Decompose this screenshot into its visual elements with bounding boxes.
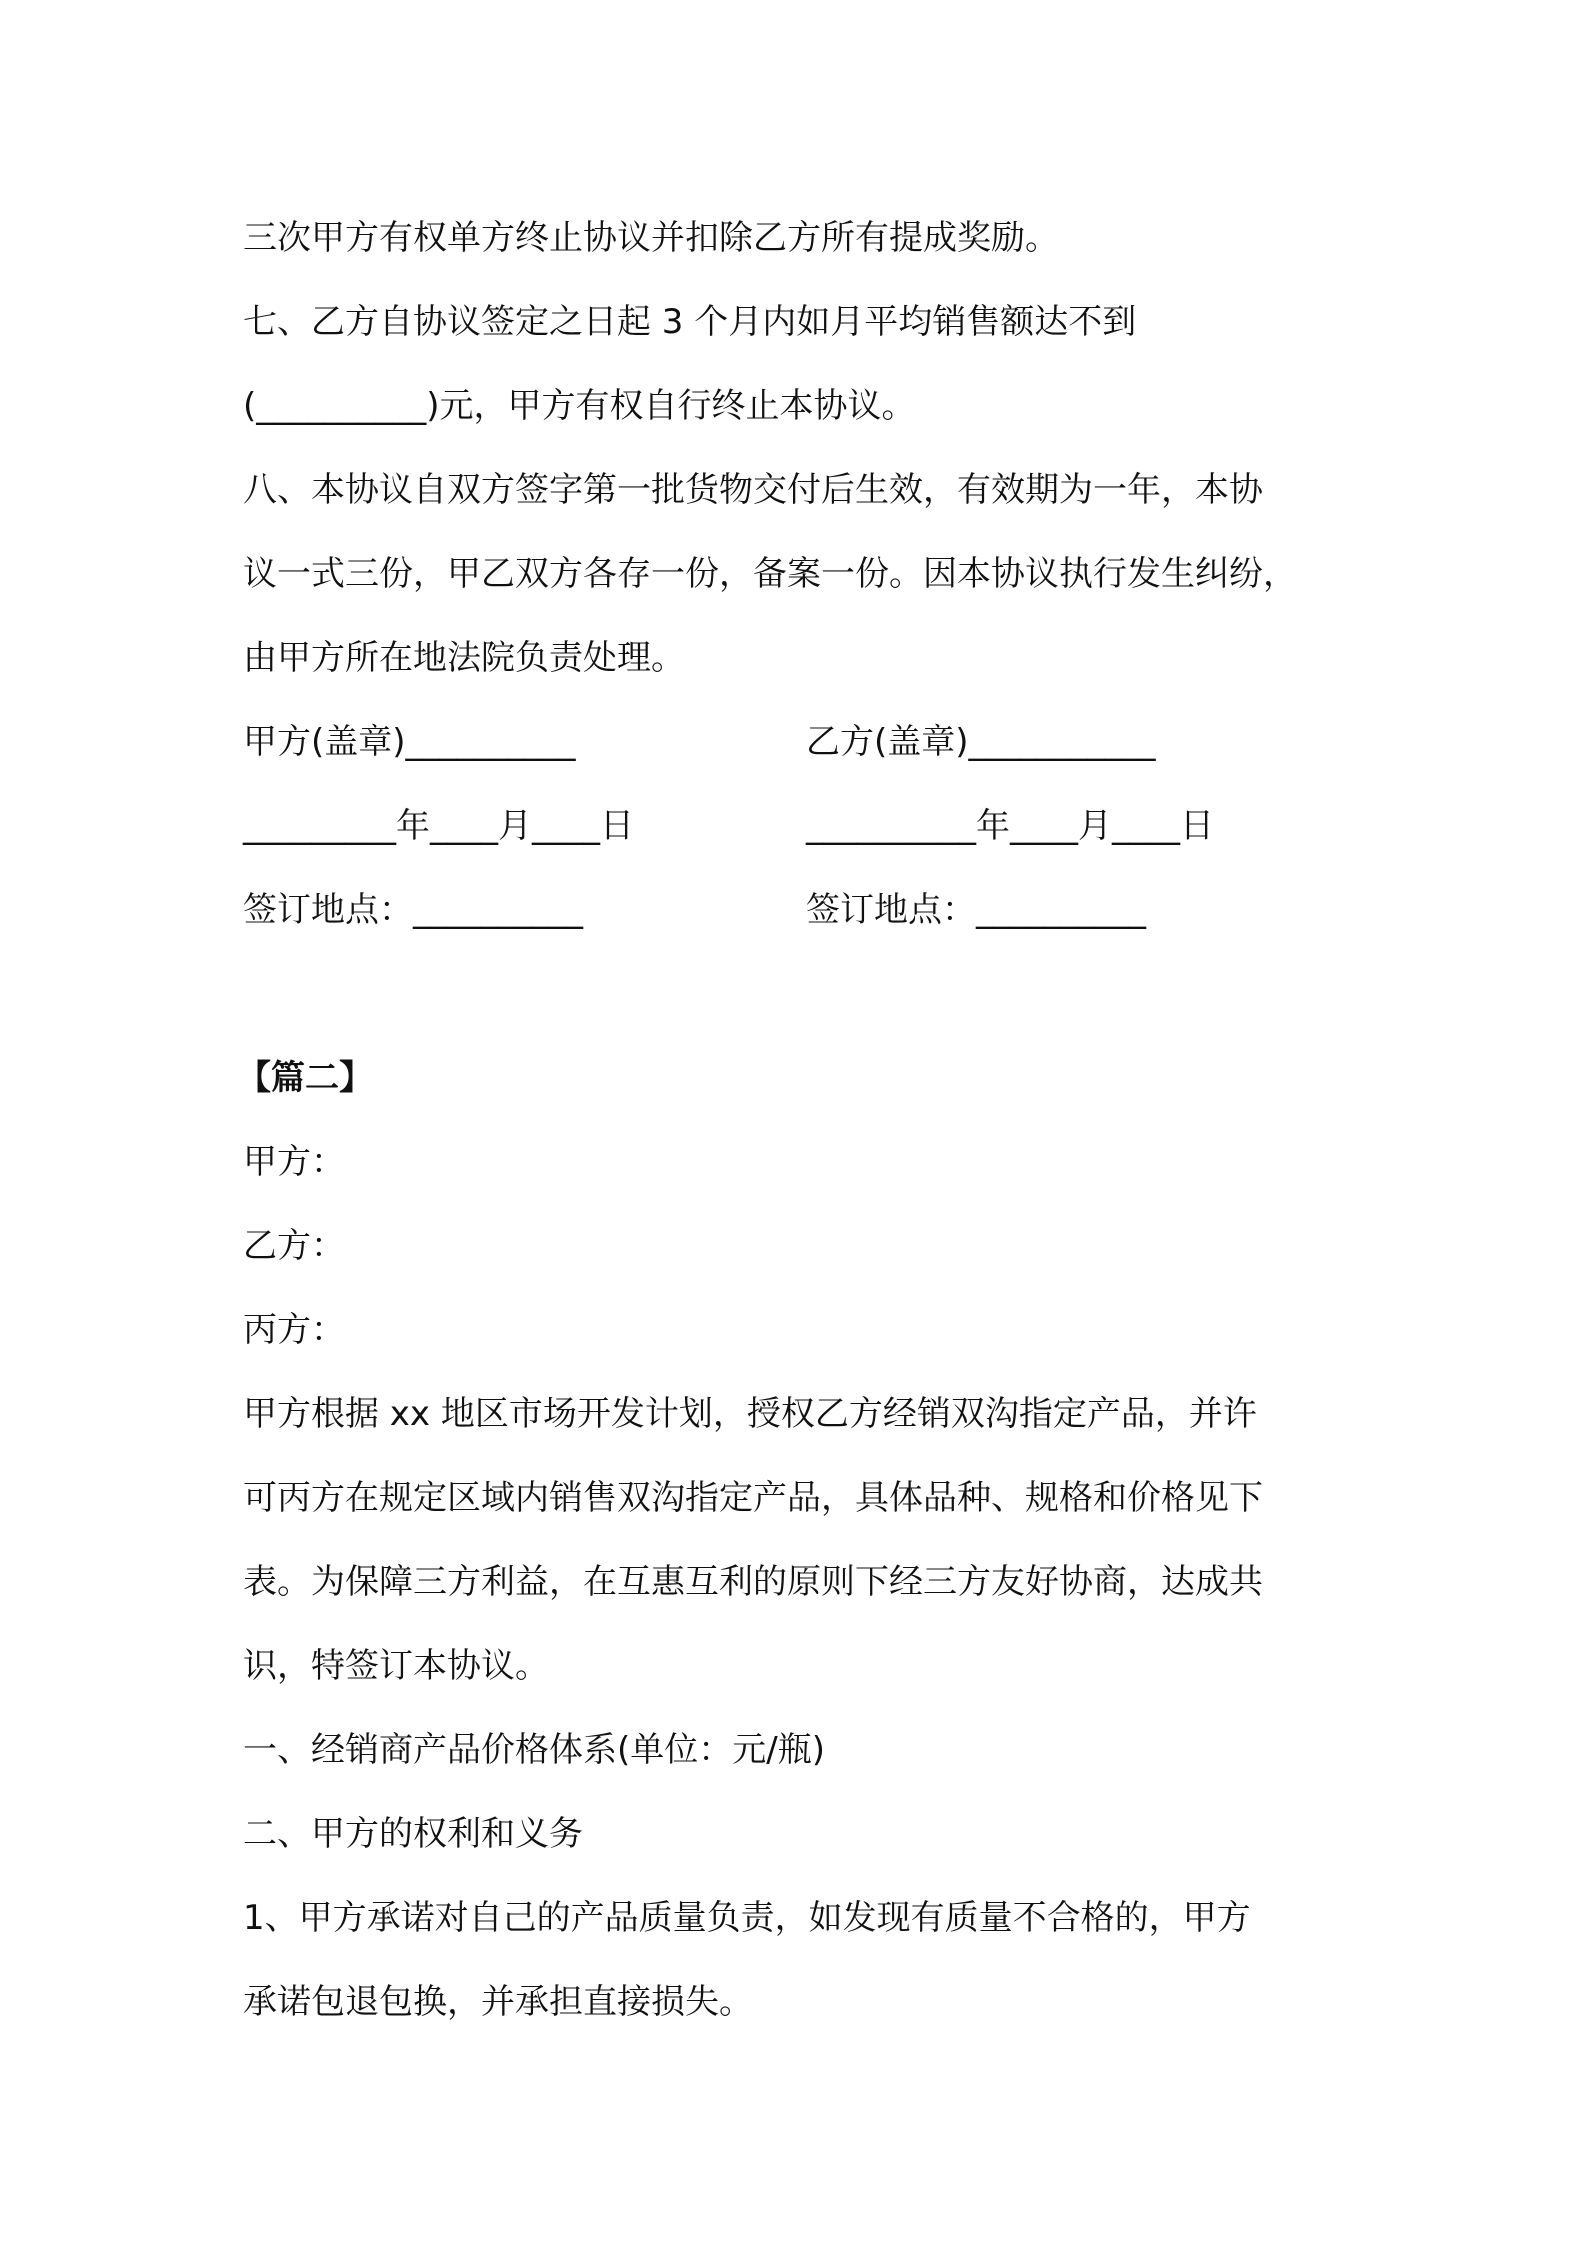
party-b-date: __________年____月____日	[806, 806, 1214, 846]
party-a-place: 签订地点：__________	[243, 890, 583, 930]
party-a-label: 甲方：	[243, 1142, 345, 1182]
clause-8-line-2: 议一式三份，甲乙双方各存一份，备案一份。因本协议执行发生纠纷，	[243, 554, 1297, 594]
clause-7-line-1: 七、乙方自协议签定之日起 3 个月内如月平均销售额达不到	[243, 302, 1137, 342]
clause-8-line-1: 八、本协议自双方签字第一批货物交付后生效，有效期为一年，本协	[243, 470, 1263, 510]
intro-line-3: 表。为保障三方利益，在互惠互利的原则下经三方友好协商，达成共	[243, 1562, 1263, 1602]
party-b-seal: 乙方(盖章)___________	[806, 722, 1156, 762]
party-b-place: 签订地点：__________	[806, 890, 1146, 930]
section-heading: 【篇二】	[237, 1058, 373, 1098]
paragraph-line: 三次甲方有权单方终止协议并扣除乙方所有提成奖励。	[243, 218, 1059, 258]
item-1-line-2: 承诺包退包换，并承担直接损失。	[243, 1982, 753, 2022]
article-2-title: 二、甲方的权利和义务	[243, 1814, 583, 1854]
party-c-label: 丙方：	[243, 1310, 345, 1350]
party-a-seal: 甲方(盖章)__________	[243, 722, 576, 762]
party-a-date: _________年____月____日	[243, 806, 634, 846]
intro-line-2: 可丙方在规定区域内销售双沟指定产品，具体品种、规格和价格见下	[243, 1478, 1263, 1518]
signature-place-row	[243, 868, 1353, 952]
article-1-title: 一、经销商产品价格体系(单位：元/瓶)	[243, 1730, 825, 1770]
signature-seal-row	[243, 700, 1353, 784]
party-b-label: 乙方：	[243, 1226, 345, 1266]
intro-line-4: 识，特签订本协议。	[243, 1646, 549, 1686]
document-page	[237, 196, 1353, 2044]
clause-8-line-3: 由甲方所在地法院负责处理。	[243, 638, 685, 678]
section-spacer	[243, 952, 1353, 1036]
signature-date-row	[243, 784, 1353, 868]
clause-7-line-2: (__________)元，甲方有权自行终止本协议。	[243, 386, 916, 426]
item-1-line-1: 1、甲方承诺对自己的产品质量负责，如发现有质量不合格的，甲方	[243, 1898, 1251, 1938]
intro-line-1: 甲方根据 xx 地区市场开发计划，授权乙方经销双沟指定产品，并许	[243, 1394, 1257, 1434]
